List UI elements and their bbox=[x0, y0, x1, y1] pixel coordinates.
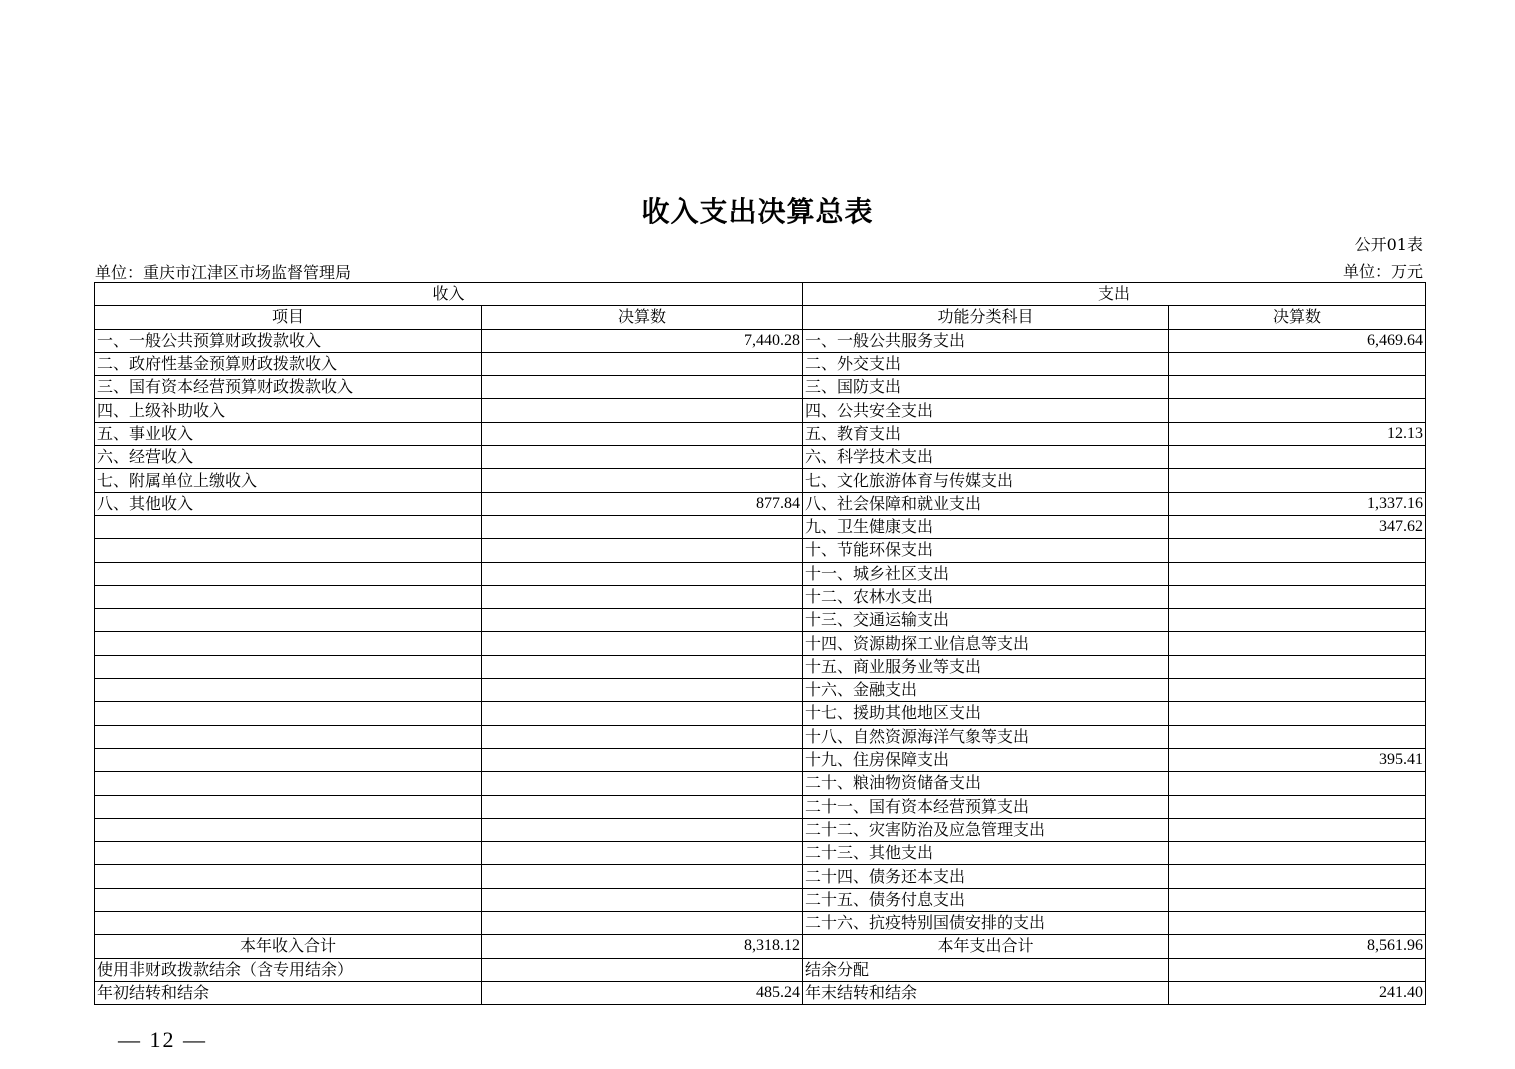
expense-item-label: 五、教育支出 bbox=[803, 422, 1169, 445]
footer-row bbox=[95, 981, 1426, 1004]
expense-item-label: 二十四、债务还本支出 bbox=[803, 865, 1169, 888]
expense-item-label: 二十三、其他支出 bbox=[803, 842, 1169, 865]
income-amount bbox=[482, 912, 803, 935]
income-amount-column-header: 决算数 bbox=[482, 306, 803, 329]
expense-amount bbox=[1169, 399, 1426, 422]
table-row bbox=[95, 422, 1426, 445]
income-amount bbox=[482, 609, 803, 632]
income-item-label bbox=[95, 539, 482, 562]
expense-item-label: 十八、自然资源海洋气象等支出 bbox=[803, 725, 1169, 748]
organization-unit: 单位：重庆市江津区市场监督管理局 bbox=[95, 263, 352, 282]
income-amount bbox=[482, 958, 803, 981]
expense-amount bbox=[1169, 702, 1426, 725]
table-row bbox=[95, 492, 1426, 515]
income-item-label bbox=[95, 679, 482, 702]
income-amount bbox=[482, 772, 803, 795]
income-amount bbox=[482, 515, 803, 538]
expense-amount bbox=[1169, 632, 1426, 655]
income-item-label bbox=[95, 842, 482, 865]
income-total-label: 本年收入合计 bbox=[95, 935, 482, 958]
expense-item-label: 十三、交通运输支出 bbox=[803, 609, 1169, 632]
expense-item-label: 七、文化旅游体育与传媒支出 bbox=[803, 469, 1169, 492]
expense-amount bbox=[1169, 446, 1426, 469]
income-amount bbox=[482, 748, 803, 771]
expense-item-label: 十一、城乡社区支出 bbox=[803, 562, 1169, 585]
table-row bbox=[95, 725, 1426, 748]
table-row bbox=[95, 655, 1426, 678]
expense-item-label: 二十、粮油物资储备支出 bbox=[803, 772, 1169, 795]
income-amount: 7,440.28 bbox=[482, 329, 803, 352]
income-item-label bbox=[95, 748, 482, 771]
table-row bbox=[95, 585, 1426, 608]
expense-amount bbox=[1169, 818, 1426, 841]
page-title: 收入支出决算总表 bbox=[641, 195, 874, 228]
income-item-label: 使用非财政拨款结余（含专用结余） bbox=[95, 958, 482, 981]
table-row bbox=[95, 842, 1426, 865]
header-row-sections bbox=[95, 283, 1426, 306]
footer-row bbox=[95, 958, 1426, 981]
expense-amount: 395.41 bbox=[1169, 748, 1426, 771]
income-item-label bbox=[95, 585, 482, 608]
expense-amount bbox=[1169, 376, 1426, 399]
expense-amount bbox=[1169, 725, 1426, 748]
currency-unit: 单位：万元 bbox=[1342, 262, 1423, 281]
table-row bbox=[95, 399, 1426, 422]
expense-item-label: 四、公共安全支出 bbox=[803, 399, 1169, 422]
income-item-label bbox=[95, 912, 482, 935]
table-row bbox=[95, 329, 1426, 352]
item-column-header: 项目 bbox=[95, 306, 482, 329]
table-row bbox=[95, 748, 1426, 771]
expense-item-label: 十九、住房保障支出 bbox=[803, 748, 1169, 771]
income-total-value: 8,318.12 bbox=[482, 935, 803, 958]
expense-item-label: 十、节能环保支出 bbox=[803, 539, 1169, 562]
income-amount bbox=[482, 725, 803, 748]
income-item-label bbox=[95, 632, 482, 655]
income-item-label bbox=[95, 562, 482, 585]
table-row bbox=[95, 679, 1426, 702]
income-amount bbox=[482, 795, 803, 818]
income-item-label: 七、附属单位上缴收入 bbox=[95, 469, 482, 492]
income-item-label bbox=[95, 795, 482, 818]
expense-item-label: 十六、金融支出 bbox=[803, 679, 1169, 702]
income-item-label: 年初结转和结余 bbox=[95, 981, 482, 1004]
table-row bbox=[95, 772, 1426, 795]
table-row bbox=[95, 469, 1426, 492]
income-amount bbox=[482, 865, 803, 888]
table-row bbox=[95, 609, 1426, 632]
page-number: — 12 — bbox=[118, 1027, 207, 1052]
income-amount bbox=[482, 446, 803, 469]
income-amount: 877.84 bbox=[482, 492, 803, 515]
expense-amount bbox=[1169, 655, 1426, 678]
expense-item-label: 十七、援助其他地区支出 bbox=[803, 702, 1169, 725]
income-amount bbox=[482, 352, 803, 375]
expense-amount bbox=[1169, 679, 1426, 702]
expense-amount bbox=[1169, 842, 1426, 865]
expense-item-label: 二十六、抗疫特别国债安排的支出 bbox=[803, 912, 1169, 935]
expense-amount bbox=[1169, 795, 1426, 818]
expense-item-label: 二十五、债务付息支出 bbox=[803, 888, 1169, 911]
expense-item-label: 一、一般公共服务支出 bbox=[803, 329, 1169, 352]
income-amount bbox=[482, 632, 803, 655]
income-amount bbox=[482, 655, 803, 678]
expense-amount bbox=[1169, 469, 1426, 492]
expense-item-label: 六、科学技术支出 bbox=[803, 446, 1169, 469]
table-row bbox=[95, 912, 1426, 935]
expense-amount: 347.62 bbox=[1169, 515, 1426, 538]
expense-amount bbox=[1169, 865, 1426, 888]
category-column-header: 功能分类科目 bbox=[803, 306, 1169, 329]
table-row bbox=[95, 632, 1426, 655]
expense-amount bbox=[1169, 958, 1426, 981]
income-item-label bbox=[95, 515, 482, 538]
income-amount bbox=[482, 562, 803, 585]
table-row bbox=[95, 352, 1426, 375]
expense-section-header: 支出 bbox=[803, 283, 1426, 306]
expense-item-label: 二十二、灾害防治及应急管理支出 bbox=[803, 818, 1169, 841]
expense-amount bbox=[1169, 562, 1426, 585]
expense-item-label: 八、社会保障和就业支出 bbox=[803, 492, 1169, 515]
expense-amount bbox=[1169, 352, 1426, 375]
table-row bbox=[95, 865, 1426, 888]
expense-total-label: 本年支出合计 bbox=[803, 935, 1169, 958]
expense-item-label: 三、国防支出 bbox=[803, 376, 1169, 399]
expense-item-label: 结余分配 bbox=[803, 958, 1169, 981]
income-amount bbox=[482, 539, 803, 562]
income-amount bbox=[482, 585, 803, 608]
income-amount bbox=[482, 818, 803, 841]
table-number: 公开01表 bbox=[1354, 235, 1423, 254]
expense-amount bbox=[1169, 888, 1426, 911]
header-row-columns bbox=[95, 306, 1426, 329]
expense-amount bbox=[1169, 772, 1426, 795]
expense-amount: 241.40 bbox=[1169, 981, 1426, 1004]
table-row bbox=[95, 702, 1426, 725]
expense-amount: 12.13 bbox=[1169, 422, 1426, 445]
expense-amount bbox=[1169, 539, 1426, 562]
expense-item-label: 十二、农林水支出 bbox=[803, 585, 1169, 608]
expense-amount bbox=[1169, 585, 1426, 608]
table-row bbox=[95, 562, 1426, 585]
expense-item-label: 年末结转和结余 bbox=[803, 981, 1169, 1004]
income-amount: 485.24 bbox=[482, 981, 803, 1004]
income-item-label: 四、上级补助收入 bbox=[95, 399, 482, 422]
income-item-label bbox=[95, 609, 482, 632]
income-item-label bbox=[95, 725, 482, 748]
income-item-label bbox=[95, 888, 482, 911]
income-amount bbox=[482, 422, 803, 445]
income-item-label: 八、其他收入 bbox=[95, 492, 482, 515]
expense-amount bbox=[1169, 609, 1426, 632]
expense-amount-column-header: 决算数 bbox=[1169, 306, 1426, 329]
income-item-label bbox=[95, 865, 482, 888]
income-item-label: 五、事业收入 bbox=[95, 422, 482, 445]
expense-total-value: 8,561.96 bbox=[1169, 935, 1426, 958]
income-amount bbox=[482, 376, 803, 399]
income-amount bbox=[482, 702, 803, 725]
expense-amount: 6,469.64 bbox=[1169, 329, 1426, 352]
totals-row bbox=[95, 935, 1426, 958]
table-row bbox=[95, 888, 1426, 911]
expense-item-label: 十五、商业服务业等支出 bbox=[803, 655, 1169, 678]
income-amount bbox=[482, 679, 803, 702]
income-item-label bbox=[95, 772, 482, 795]
income-item-label: 三、国有资本经营预算财政拨款收入 bbox=[95, 376, 482, 399]
table-row bbox=[95, 376, 1426, 399]
expense-item-label: 十四、资源勘探工业信息等支出 bbox=[803, 632, 1169, 655]
income-amount bbox=[482, 399, 803, 422]
income-amount bbox=[482, 842, 803, 865]
table-row bbox=[95, 818, 1426, 841]
expense-amount bbox=[1169, 912, 1426, 935]
income-item-label bbox=[95, 655, 482, 678]
income-section-header: 收入 bbox=[95, 283, 803, 306]
table-row bbox=[95, 795, 1426, 818]
expense-item-label: 二、外交支出 bbox=[803, 352, 1169, 375]
income-item-label bbox=[95, 702, 482, 725]
expense-amount: 1,337.16 bbox=[1169, 492, 1426, 515]
table-row bbox=[95, 539, 1426, 562]
income-amount bbox=[482, 469, 803, 492]
expense-item-label: 九、卫生健康支出 bbox=[803, 515, 1169, 538]
income-item-label bbox=[95, 818, 482, 841]
budget-table bbox=[94, 282, 1426, 1005]
table-row bbox=[95, 515, 1426, 538]
income-item-label: 一、一般公共预算财政拨款收入 bbox=[95, 329, 482, 352]
income-amount bbox=[482, 888, 803, 911]
table-row bbox=[95, 446, 1426, 469]
income-item-label: 六、经营收入 bbox=[95, 446, 482, 469]
expense-item-label: 二十一、国有资本经营预算支出 bbox=[803, 795, 1169, 818]
income-item-label: 二、政府性基金预算财政拨款收入 bbox=[95, 352, 482, 375]
